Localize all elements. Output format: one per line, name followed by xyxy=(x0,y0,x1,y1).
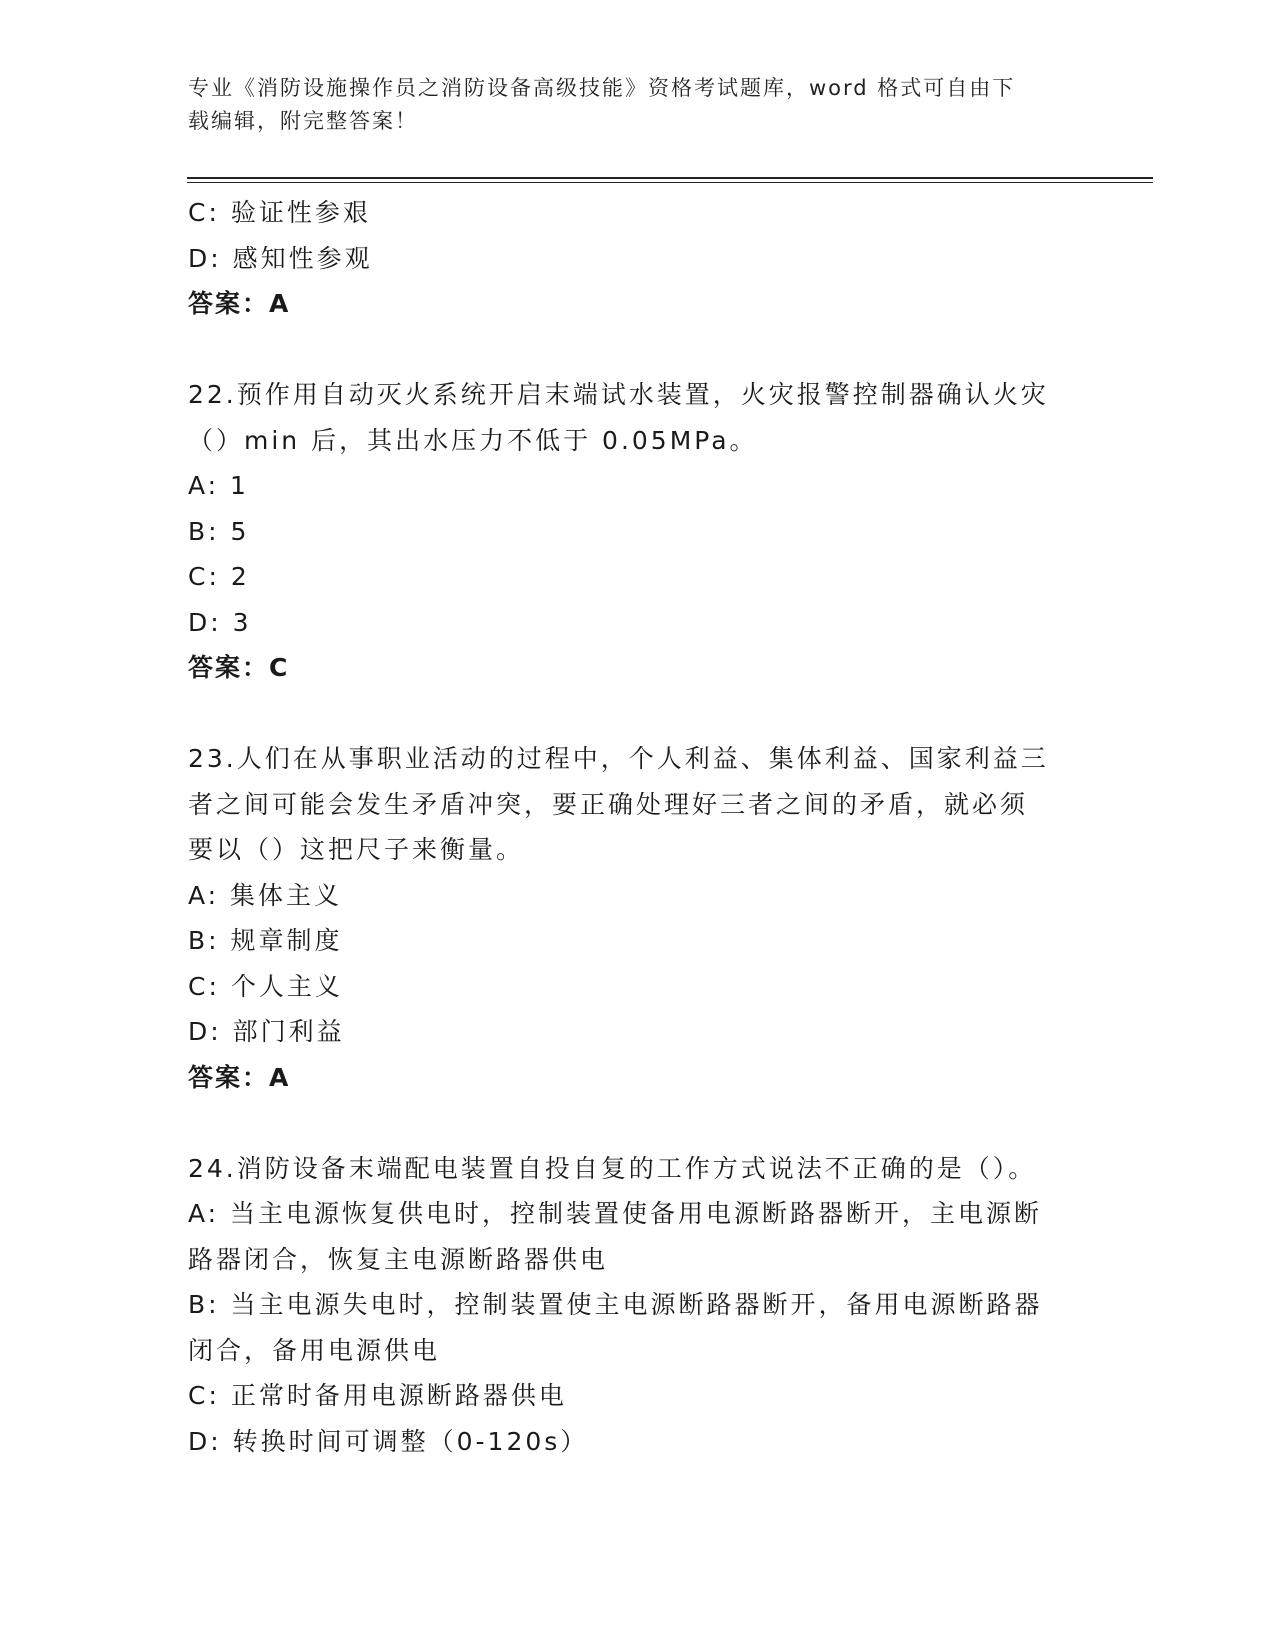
q24-option-b-line-2: 闭合，备用电源供电 xyxy=(188,1335,441,1365)
q23-option-d: D: 部门利益 xyxy=(188,1017,345,1046)
q22-option-b: B: 5 xyxy=(188,516,250,546)
q22-option-c: C: 2 xyxy=(188,562,250,591)
page-header xyxy=(188,72,1068,138)
q24-stem-line-1: 24.消防设备末端配电装置自投自复的工作方式说法不正确的是（）。 xyxy=(188,1153,1037,1183)
q22-answer: 答案：C xyxy=(188,653,290,682)
q23-answer: 答案：A xyxy=(188,1062,291,1092)
spacer xyxy=(188,1100,1088,1146)
header-line-2: 载编辑，附完整答案！ xyxy=(188,109,418,133)
q23-option-c: C: 个人主义 xyxy=(188,971,343,1001)
header-divider-thick xyxy=(187,177,1153,179)
spacer xyxy=(188,691,1088,737)
header-line-1: 专业《消防设施操作员之消防设备高级技能》资格考试题库，word 格式可自由下 xyxy=(188,76,1016,100)
q23-option-a: A: 集体主义 xyxy=(188,880,343,910)
q24-option-b-line-1: B: 当主电源失电时，控制装置使主电源断路器断开，备用电源断路器 xyxy=(188,1290,1043,1319)
header-divider-thin xyxy=(187,182,1153,183)
q24-option-d: D: 转换时间可调整（0-120s） xyxy=(188,1426,589,1456)
q21-option-d: D: 感知性参观 xyxy=(188,243,373,273)
q23-stem-line-2: 者之间可能会发生矛盾冲突，要正确处理好三者之间的矛盾，就必须 xyxy=(188,789,1029,819)
q22-stem-line-1: 22.预作用自动灭火系统开启末端试水装置，火灾报警控制器确认火灾 xyxy=(188,380,1049,409)
q22-option-a: A: 1 xyxy=(188,471,249,500)
q23-stem-line-1: 23.人们在从事职业活动的过程中，个人利益、集体利益、国家利益三 xyxy=(188,744,1049,773)
spacer xyxy=(188,327,1088,373)
q24-option-a-line-1: A: 当主电源恢复供电时，控制装置使备用电源断路器断开，主电源断 xyxy=(188,1199,1043,1228)
q22-stem-line-2: （）min 后，其出水压力不低于 0.05MPa。 xyxy=(188,425,758,455)
question-content xyxy=(188,190,1088,1464)
q21-option-c: C: 验证性参艰 xyxy=(188,198,371,227)
q23-stem-line-3: 要以（）这把尺子来衡量。 xyxy=(188,835,525,864)
q24-option-c: C: 正常时备用电源断路器供电 xyxy=(188,1381,567,1410)
q24-option-a-line-2: 路器闭合，恢复主电源断路器供电 xyxy=(188,1244,609,1274)
q23-option-b: B: 规章制度 xyxy=(188,926,343,955)
q21-answer: 答案：A xyxy=(188,289,291,318)
q22-option-d: D: 3 xyxy=(188,607,252,637)
